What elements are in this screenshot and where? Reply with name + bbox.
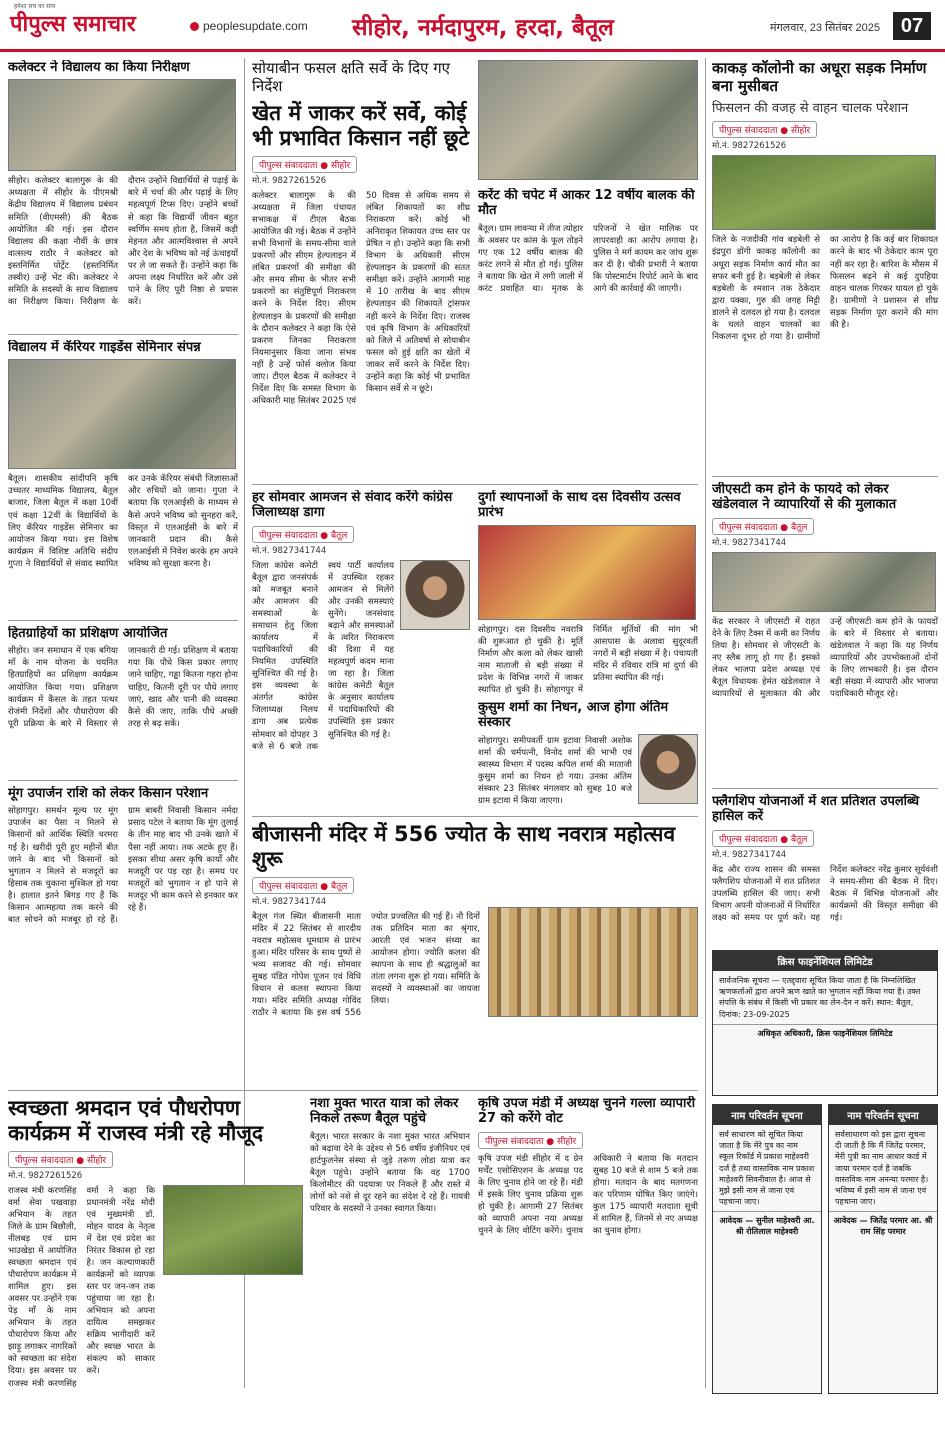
article-current (478, 188, 698, 478)
headline: स्वच्छता श्रमदान एवं पौधरोपण कार्यक्रम में राजस्व मंत्री रहे मौजूद (8, 1096, 264, 1145)
portrait-photo (400, 560, 470, 630)
logo-text: पीपुल्स समाचार (10, 12, 136, 37)
headline: खेत में जाकर करें सर्वे, कोई भी प्रभावित किसान नहीं छूटे (252, 101, 470, 151)
byline: पीपुल्स संवाददाता ● बैतूल (252, 877, 354, 894)
headline: काकड़ कॉलोनी का अधूरा सड़क निर्माण बना मुसीबत (712, 60, 927, 95)
byline: पीपुल्स संवाददाता ● सीहोर (478, 1132, 583, 1149)
divider (252, 816, 698, 817)
article-career (8, 340, 238, 615)
article-body: जिला कांग्रेस कमेटी बैतूल द्वारा जनसंपर्क को मजबूत बनाने और आमजन की समस्याओं के समाधान हेतु जिला कार्यालय में पदाधिकारियों की नियमित उपस्थिति सुनिश्चित की गई है। इस व्यवस्था के अंतर्गत कांग्रेस जिलाध्यक्ष निलय डागा अब प्रत्येक सोमवार को दोपहर 3 बजे से 6 बजे तक स्वयं पार्टी कार्यालय में उपस्थित रहकर आमजन से मिलेंगे और उनकी समस्याएं सुनेंगे। जनसंवाद बढ़ाने और समस्याओं के त्वरित निराकरण की दिशा में यह महत्वपूर्ण कदम माना जा रहा है। जिला कांग्रेस कमेटी बैतूल के अनुसार कार्यालय में पदाधिकारियों की उपस्थिति इस प्रकार सुनिश्चित की गई है। (252, 560, 394, 752)
article-flagship (712, 794, 938, 944)
article-body: बैतूल। शासकीय सांदीपनि कृषि उच्चतर माध्यमिक विद्यालय, बैतूल बाजार, जिला बैतूल में कक्षा 10वीं एवं कक्षा 12वीं के विद्यार्थियों के लिए कॅरियर गाइडेंस सेमिनार का आयोजन किया गया। इस विशेष कार्यक्रम में विशिष्ट अतिथि संदीप गुप्ता ने विद्यार्थियों से संवाद स्थापित कर उनके कॅरियर संबंधी जिज्ञासाओं और रुचियों को जाना। गुप्ता ने बताया कि एलआईसी के माध्यम से कैसे अपने भविष्य को सुनहरा करें, विस्तृत में एलआईसी के बारे में जानकारी प्रदान की। कैसे एलआईसी में निवेश करके हम अपने भविष्य को सुरक्षा करना है। (8, 474, 238, 569)
notice-signature: आवेदक — जितेंद्र परमार आ. श्री राम सिंह परमार (829, 1211, 937, 1240)
issue-date: मंगलवार, 23 सितंबर 2025 (770, 22, 880, 34)
contact-number: मो.नं. 9827341744 (252, 545, 327, 556)
subheadline: फिसलन की वजह से वाहन चालक परेशान (712, 101, 909, 117)
notice-signature: आवेदक — सुनील माहेश्वरी आ. श्री रोतिलाल माहेश्वरी (713, 1211, 821, 1240)
article-body: बैतूल। ग्राम लावन्या में तीज त्योहार के अवसर पर कांस के फूल तोड़ने गए एक 12 वर्षीय बालक की करंट लगने से मौत हो गई। पुलिस ने बताया कि खेत में लगी जाली में करंट प्रवाहित था। मृतक के परिजनों ने खेत मालिक पर लापरवाही का आरोप लगाया है। पुलिस ने मर्ग कायम कर जांच शुरू कर दी है। चौकी प्रभारी ने बताया कि पोस्टमार्टम रिपोर्ट आने के बाद आगे की कार्रवाई की जाएगी। (478, 223, 698, 294)
obituary-photo (638, 734, 698, 804)
contact-number: मो.नं. 9827341744 (252, 896, 327, 907)
name-change-notice-2 (828, 1104, 938, 1394)
byline: पीपुल्स संवाददाता ● सीहोर (712, 121, 817, 138)
column-rule (705, 58, 706, 1388)
article-body: केंद्र और राज्य शासन की समस्त फ्लैगशिप योजनाओं में शत प्रतिशत उपलब्धि हासिल की जाए। सभी विभाग अपनी योजनाओं में निर्धारित लक्ष्य को समय पर पूर्ण करें। यह निर्देश कलेक्टर नरेंद्र कुमार सूर्यवंशी ने समय-सीमा की बैठक में दिए। बैठक में विभिन्न योजनाओं और कार्यक्रमों की विस्तृत समीक्षा की गई। (712, 864, 938, 923)
byline: पीपुल्स संवाददाता ● बैतूल (712, 518, 814, 535)
notice-title: नाम परिवर्तन सूचना (829, 1105, 937, 1125)
headline: दुर्गा स्थापनाओं के साथ दस दिवसीय उत्सव प्रारंभ (478, 490, 681, 521)
divider (8, 1090, 698, 1091)
photo (8, 359, 236, 469)
website (190, 19, 308, 33)
article-beneficiaries (8, 626, 238, 776)
notice-signature: अधिकृत अधिकारी, क्रिस फाइनेंशियल लिमिटेड (713, 1024, 937, 1042)
masthead (0, 0, 945, 52)
crisfin-notice (712, 950, 938, 1096)
headline: कुसुम शर्मा का निधन, आज होगा अंतिम संस्कार (478, 700, 669, 731)
headline: हर सोमवार आमजन से संवाद करेंगे कांग्रेस जिलाध्यक्ष डागा (252, 490, 453, 521)
byline: पीपुल्स संवाददाता ● बैतूल (712, 830, 814, 847)
article-soybean (252, 60, 470, 480)
article-kakad (712, 60, 938, 470)
article-mandi (478, 1096, 698, 1396)
headline: मूंग उपार्जन राशि को लेकर किसान परेशान (8, 786, 209, 801)
article-body: बैतूल गंज स्थित बीजासनी माता मंदिर में 22 सितंबर से शारदीय नवरात्र महोत्सव धूमधाम से प्रारंभ हुआ। मंदिर परिसर के साथ पुष्पों से भव्य सजावट की गई। सोमवार सुबह पंडित गोपेश पूजन एवं विधि विधान से कलश स्थापना किया गया। मंदिर समिति अध्यक्ष गोविंद राठौर ने बताया कि इस वर्ष 556 ज्योत प्रज्वलित की गई हैं। नौ दिनों तक प्रतिदिन माता का श्रृंगार, आरती एवं भजन संध्या का आयोजन होगा। ज्योति कलश की स्थापना के साथ ही श्रद्धालुओं का तांता लगना शुरू हो गया। समिति के सदस्यों ने व्यवस्थाओं का जायजा लिया। (252, 911, 480, 1019)
article-body: बैतूल। भारत सरकार के नशा मुक्त भारत अभियान को बढ़ावा देने के उद्देश्य से 56 वर्षीय इंजीनियर एवं हार्टफुलनेस संस्था से जुड़े तरूण लोडा यात्रा कर बैतूल पहुंचे। उन्होंने बताया कि वह 1700 किलोमीटर की पदयात्रा पर निकले हैं और रास्ते में लोगों को नशे से दूर रहने का संदेश दे रहे हैं। गायत्री परिवार के सदस्यों ने उनका स्वागत किया। (310, 1131, 470, 1215)
headline: विद्यालय में कॅरियर गाइडेंस सेमिनार संपन्न (8, 340, 201, 355)
notice-body: सर्व साधारण को सूचित किया जाता है कि मेरे पुत्र का नाम स्कूल रिकॉर्ड में प्रकाश माहेश्वरी दर्ज है तथा वास्तविक नाम प्रकाश माहेश्वरी सिवनीवाल है। आज से मुझे इसी नाम से जाना एवं पहचाना जाए। (719, 1130, 815, 1207)
page-number: 07 (893, 12, 931, 40)
logo-tagline: हमेशा सच का साथ (14, 3, 56, 10)
article-congress (252, 490, 470, 810)
headline: कृषि उपज मंडी में अध्यक्ष चुनने गल्ला व्यापारी 27 को करेंगे वोट (478, 1096, 696, 1127)
byline: पीपुल्स संवाददाता ● सीहोर (8, 1151, 113, 1168)
article-moong (8, 786, 238, 1086)
article-body: सोहागपुर। समर्थन मूल्य पर मूंग उपार्जन का पैसा न मिलने से किसानों को आर्थिक स्थिति चरमरा गई है। खरीदी पूरी हुए महीनों बीत जाने के बाद भी किसानों को भुगतान न मिलने से मजदूरों का हिसाब तक चुकाना मुश्किल हो गया है। हालात इतने बिगड़ गए हैं कि किसान आत्महत्या तक करने की बात सोचने को मजबूर हो रहे हैं। ग्राम बाबरी निवासी किसान नर्मदा प्रसाद पटेल ने बताया कि मूंग तुलाई के तीन माह बाद भी उनके खाते में पैसा नहीं आया। तक अटके हुए हैं। इसका सीधा असर कृषि कार्यों और मजदूरी पर पड़ रहा है। समय पर मजदूरों को भुगतान न हो पाने से मजदूर भी काम करने से इनकार कर रहे हैं। (8, 806, 238, 925)
divider (8, 780, 238, 781)
article-body: सोहागपुर। दस दिवसीय नवरात्रि की शुरूआत हो चुकी है। मूर्ति निर्माण और कला को लेकर खासी नाम माताजी से बड़ी संख्या में प्रदेश के विभिन्न नगरों में जाकर स्थापित हो चुकी हैं। सोहागपुर में निर्मित मूर्तियों की मांग भी आसपास के अलावा सुदूरवर्ती नगरों में बड़ी संख्या में है। पंचायती मंदिर में रविवार रात्रि मां दुर्गा की प्रतिमा स्थापित की गई। (478, 624, 698, 695)
divider (252, 484, 698, 485)
gst-meeting-photo (712, 552, 936, 612)
article-swachhata (8, 1096, 303, 1396)
article-body: राजस्व मंत्री करणसिंह वर्मा सेवा पखवाड़ा अभियान के तहत जिले के ग्राम बिछौली, नीलबड़ एवं ग्राम भाउखेड़ा में आयोजित स्वच्छता श्रमदान एवं पौधारोपण कार्यक्रम में शामिल हुए। इस अवसर पर उन्होंने एक पेड़ माँ के नाम अभियान के तहत पौधारोपण किया और झाड़ू लगाकर नागरिकों को स्वच्छता का संदेश दिया। इस अवसर पर राजस्व मंत्री करणसिंह वर्मा ने कहा कि प्रधानमंत्री नरेंद्र मोदी एवं मुख्यमंत्री डॉ. मोहन यादव के नेतृत्व में देश एवं प्रदेश का निरंतर विकास हो रहा है। जन कल्याणकारी कार्यक्रमों को व्यापक स्तर पर जन-जन तक पहुंचाया जा रहा है। अभियान को अपना दायित्व समझकर सक्रिय भागीदारी करें और स्वच्छ भारत के संकल्प को साकार करें। (8, 1185, 155, 1389)
contact-number: मो.नं. 9827341744 (712, 537, 787, 548)
article-bijasani (252, 822, 698, 1067)
article-nasha (310, 1096, 470, 1396)
notice-title: नाम परिवर्तन सूचना (713, 1105, 821, 1125)
article-body: कृषि उपज मंडी सीहोर में द ग्रेन मर्चेंट एसोसिएशन के अध्यक्ष पद के लिए चुनाव होने जा रहे हैं। मंडी में इसके लिए चुनाव प्रक्रिया शुरू हो चुकी है। आगामी 27 सितंबर को व्यापारी अपना नया अध्यक्ष चुनने के लिए वोटिंग करेंगे। चुनाव अधिकारी ने बताया कि मतदान सुबह 10 बजे से शाम 5 बजे तक होगा। मतदान के बाद मतगणना कर परिणाम घोषित किए जाएंगे। कुल 175 व्यापारी मतदाता सूची में शामिल हैं, जिनमें से नए अध्यक्ष का चुनाव होगा। (478, 1153, 698, 1237)
divider (712, 476, 938, 477)
newspaper-logo (10, 3, 185, 42)
photo (8, 79, 236, 171)
notice-body: सार्वजनिक सूचना — एतद्द्वारा सूचित किया जाता है कि निम्नलिखित ऋणकर्ताओं द्वारा अपने ऋण खाते का भुगतान नहीं किया गया है। उक्त संपत्ति के संबंध में किसी भी प्रकार का लेन-देन न करें। स्थान: बैतूल, दिनांक: 23-09-2025 (719, 976, 921, 1019)
notice-body: सर्वसाधारण को इस द्वारा सूचना दी जाती है कि मैं जितेंद्र परमार, मेरी पुत्री का नाम आधार कार्ड में जाया परमार दर्ज है जबकि वास्तविक नाम अनन्या परमार है। भविष्य में इसी नाम से जाना एवं पहचाना जाए। (835, 1130, 929, 1207)
road-photo (712, 155, 936, 230)
headline: करेंट की चपेट में आकर 12 वर्षीय बालक की मौत (478, 188, 695, 219)
temple-crowd-photo (488, 907, 698, 1017)
headline: हितग्राहियों का प्रशिक्षण आयोजित (8, 626, 168, 641)
article-body: केंद्र सरकार ने जीएसटी में राहत देने के लिए टैक्स में कमी का निर्णय लिया है। सोमवार से जीएसटी के नए स्लैब लागू हो गए हैं। इसको लेकर भाजपा प्रदेश अध्यक्ष एवं बैतूल विधायक हेमंत खंडेलवाल ने व्यापारियों से मुलाकात की और उन्हें जीएसटी कम होने के फायदों के बारे में विस्तार से बताया। खंडेलवाल ने कहा कि यह निर्णय व्यापारियों और उपभोक्ताओं दोनों के लिए लाभकारी है। इस दौरान बड़ी संख्या में व्यापारी और भाजपा पदाधिकारी मौजूद रहे। (712, 616, 938, 700)
contact-number: मो.नं. 9827341744 (712, 849, 787, 860)
contact-number: मो.नं. 9827261526 (252, 175, 327, 186)
article-body: सीहोर। जन समाधान में एक बगिया माँ के नाम योजना के चयनित हितग्राहियों का प्रशिक्षण कार्यक्रम आयोजित किया गया। प्रशिक्षण कार्यक्रम में कैंसल के तहत पत्थर रोजंमी निर्देशों और पौधारोपण की पूरी प्रक्रिया के बारे में विस्तार से जानकारी दी गई। प्रशिक्षण में बताया गया कि पौधे किस प्रकार लगाए जाने चाहिए, गड्ढा कितना गहरा होना चाहिए, कितनी दूरी पर पौधे लगाए जाएं, खाद और पानी की व्यवस्था कैसे की जाए, ताकि पौधे अच्छी तरह से बढ़ सकें। (8, 646, 238, 729)
contact-number: मो.नं. 9827261526 (712, 141, 787, 152)
article-body: जिले के नजदीकी गांव बड़बेली से इंद्रपुरा डोंगी काकड़ कॉलोनी का अधूरा सड़क निर्माण कार्य मौत का सफर बनी हुई है। बड़बेली से लेकर बड़बेली के श्मशान तक ठेकेदार द्वारा पक्का, गुरु की जगह मिट्टी डालने से दलदल हो गया है। दलदल के चलते वाहन चालकों का निकलना दूभर हो गया है। ग्रामीणों का आरोप है कि कई बार शिकायत करने के बाद भी ठेकेदार काम पूरा नहीं कर रहा है। बारिश के मौसम में फिसलन बढ़ने से कई दुपहिया वाहन चालक गिरकर घायल हो चुके हैं। ग्रामीणों ने प्रशासन से शीघ्र सड़क निर्माण पूरा कराने की मांग की है। (712, 235, 938, 342)
article-body: कलेक्टर बालागुरू के की अध्यक्षता में जिला पंचायत सभाकक्ष में टीएल बैठक आयोजित की गई। बैठक में उन्होंने सभी विभागों के समय-सीमा वाले प्रकरणों और सीएम हेल्पलाइन में लंबित प्रकरणों की समीक्षा की और समय सीमा के भीतर सभी प्रकरणों का संतुष्टिपूर्ण निराकरण करने के निर्देश दिए। सीएम हेल्पलाइन के प्रकरणों की समीक्षा के दौरान कलेक्टर ने कहा कि ऐसे प्रकरण जिनका निराकरण नियमानुसार किया जाना संभव नहीं है उन्हें फोर्स क्लोज किया जाए। टीएल बैठक में कलेक्टर ने निर्देश दिए कि समस्त विभाग के अधिकारी माह सितंबर 2025 एवं 50 दिवस से अधिक समय से लंबित शिकायतों का शीघ्र निराकरण करें। कोई भी अनिराकृत शिकायत उच्च स्तर पर प्रेषित न हो। उन्होंने कहा कि सभी विभाग के अधिकारी सीएम हेल्पलाइन के प्रकरणों की सतत समीक्षा करें। उन्होंने आगामी माह में 10 तारीख के बाद सीएम हेल्पलाइन की शिकायतें ट्रांसफर नहीं करने के निर्देश दिए। राजस्व एवं कृषि विभाग के अधिकारियों को जिले में अतिवर्षा से सोयाबीन फसल को हुई क्षति का खेतों में जाकर सर्वे करने के निर्देश दिए। उन्होंने कहा कि कोई भी प्रभावित किसान सर्वे से न छूटे। (252, 190, 470, 406)
headline: फ्लैगशिप योजनाओं में शत प्रतिशत उपलब्धि हासिल करें (712, 794, 920, 825)
durga-idol-photo (478, 525, 696, 620)
byline: पीपुल्स संवाददाता ● सीहोर (252, 156, 357, 173)
article-body: सोहागपुर। समीपवर्ती ग्राम इटावा निवासी अशोक शर्मा की धर्मपत्नी, विनोद शर्मा की भाभी एवं स्वास्थ्य विभाग में पदस्थ कपिल शर्मा की माताजी कुसुम शर्मा का निधन हो गया। उनका अंतिम संस्कार 23 सितंबर मंगलवार को सुबह 10 बजे ग्राम इटावा में किया जाएगा। (478, 735, 632, 806)
divider (712, 788, 938, 789)
headline: बीजासनी मंदिर में 556 ज्योत के साथ नवरात्र महोत्सव शुरू (252, 822, 676, 871)
headline: जीएसटी कम होने के फायदे को लेकर खंडेलवाल ने व्यापारियों से की मुलाकात (712, 482, 897, 513)
divider (8, 620, 238, 621)
name-change-notice-1 (712, 1104, 822, 1394)
article-kusum (478, 700, 698, 810)
region-title: सीहोर, नर्मदापुरम, हरदा, बैतूल (352, 15, 614, 41)
notice-title: क्रिस फाइनेंशियल लिमिटेड (713, 951, 937, 971)
meeting-photo (478, 60, 698, 180)
article-collector (8, 60, 238, 330)
globe-icon (190, 22, 199, 31)
headline: नशा मुक्त भारत यात्रा को लेकर निकले तरूण बैतूल पहुंचे (310, 1096, 459, 1127)
divider (8, 334, 238, 335)
plantation-photo (163, 1185, 303, 1275)
kicker: सोयाबीन फसल क्षति सर्वे के दिए गए निर्देश (252, 60, 450, 95)
article-body: सीहोर। कलेक्टर बालागुरू के की अध्यक्षता में सीहोर के पीएमश्री केंद्रीय विद्यालय में विद्यालय प्रबंधन समिति (वीएमसी) की बैठक आयोजित की गई। इस दौरान विद्यालय की कक्षा नौवीं के छात्र वात्सल्य राठौर ने कलेक्टर को इस्तनिर्मित पोर्ट्रेट (हस्तनिर्मित तस्वीर) उन्हें भेंट की। कलेक्टर ने समिति के सदस्यों के साथ विद्यालय का निरीक्षण किया। निरीक्षण के दौरान उन्होंने विद्यार्थियों से पढ़ाई के बारे में चर्चा की और पढ़ाई के लिए महत्वपूर्ण टिप्स दिए। उन्होंने बच्चों से कहा कि विद्यार्थी जीवन बहुत स्वर्णिम समय होता है, जिसमें कड़ी मेहनत और आत्मविश्वास से अपने और देश के भविष्य को नई ऊंचाइयों पर ले जा सकते हैं। उन्होंने कहा कि अपना लक्ष्य निर्धारित करें और उसे पाने के लिए पूरी निष्ठा से प्रयास करें। (8, 176, 238, 307)
article-gst (712, 482, 938, 782)
contact-number: मो.नं. 9827261526 (8, 1170, 83, 1181)
byline: पीपुल्स संवाददाता ● बैतूल (252, 526, 354, 543)
headline: कलेक्टर ने विद्यालय का किया निरीक्षण (8, 60, 190, 75)
website-text: peoplesupdate.com (203, 19, 308, 33)
